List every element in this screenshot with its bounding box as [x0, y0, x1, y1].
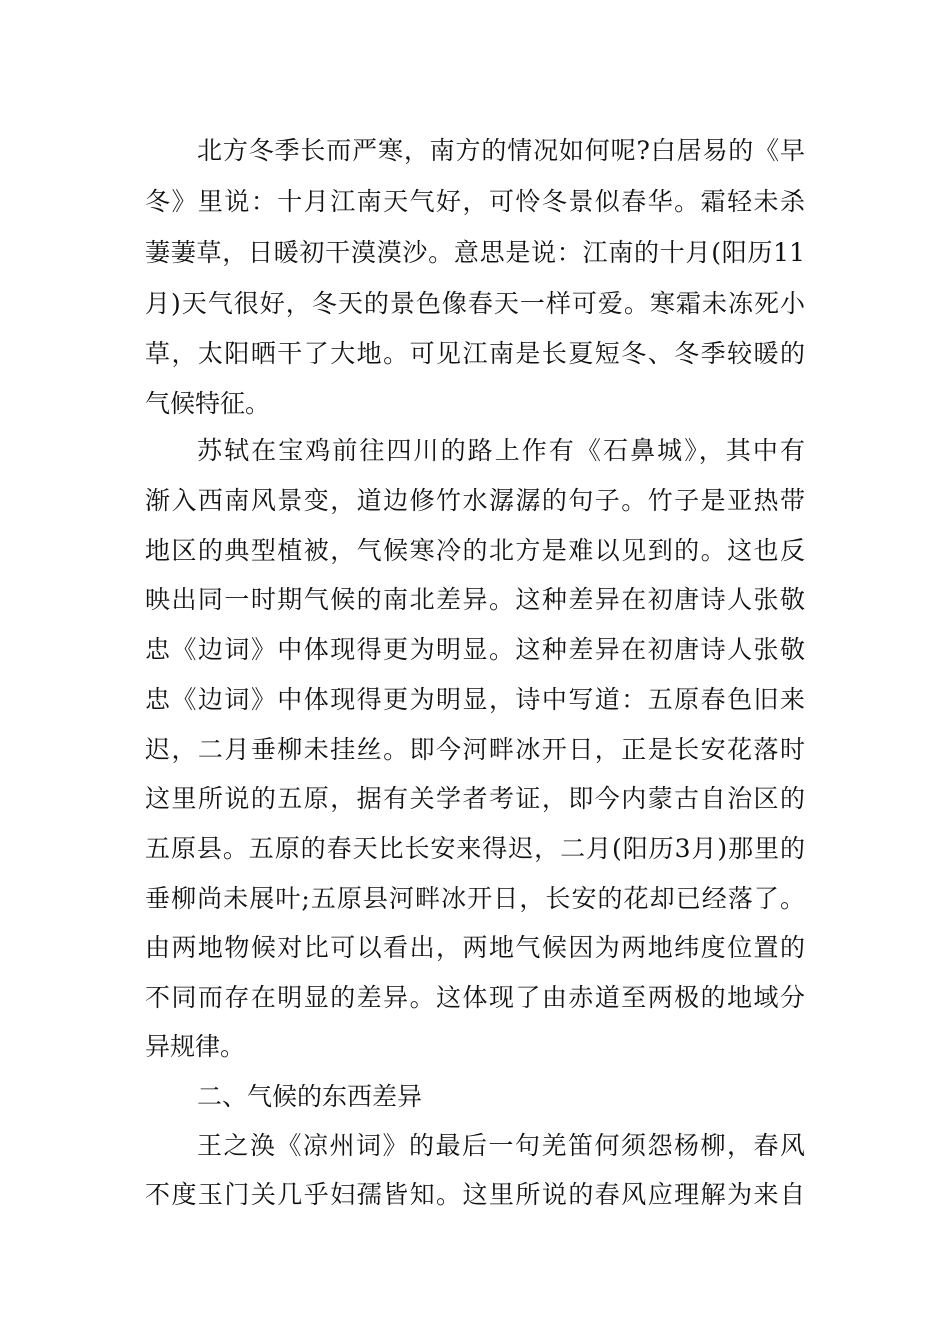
paragraph-2-line-4: 映出同一时期气候的南北差异。这种差异在初唐诗人张敬: [145, 585, 805, 614]
paragraph-2-line-11: 由两地物候对比可以看出，两地气候因为两地纬度位置的: [145, 933, 805, 962]
paragraph-2-line-2: 渐入西南风景变，道边修竹水潺潺的句子。竹子是亚热带: [145, 486, 805, 515]
paragraph-2-line-6: 忠《边词》中体现得更为明显，诗中写道：五原春色旧来: [145, 685, 805, 714]
paragraph-2-line-5: 忠《边词》中体现得更为明显。这种差异在初唐诗人张敬: [145, 635, 805, 664]
section-heading: 二、气候的东西差异: [197, 1082, 423, 1111]
paragraph-1-line-3: 萋萋草，日暖初干漠漠沙。意思是说：江南的十月(阳历11: [145, 238, 805, 267]
paragraph-3-line-2: 不度玉门关几乎妇孺皆知。这里所说的春风应理解为来自: [145, 1180, 805, 1209]
paragraph-1-line-4: 月)天气很好，冬天的景色像春天一样可爱。寒霜未冻死小: [145, 289, 805, 318]
paragraph-2-line-7: 迟，二月垂柳未挂丝。即今河畔冰开日，正是长安花落时: [145, 735, 805, 764]
paragraph-1-line-2: 冬》里说：十月江南天气好，可怜冬景似春华。霜轻未杀: [145, 187, 805, 216]
paragraph-2-line-10: 垂柳尚未展叶;五原县河畔冰开日，长安的花却已经落了。: [145, 884, 805, 913]
paragraph-2-line-9: 五原县。五原的春天比长安来得迟，二月(阳历3月)那里的: [145, 834, 805, 863]
paragraph-3-line-1: 王之涣《凉州词》的最后一句羌笛何须怨杨柳，春风: [197, 1131, 805, 1160]
paragraph-2-line-13: 异规律。: [145, 1032, 246, 1061]
paragraph-2-line-3: 地区的典型植被，气候寒冷的北方是难以见到的。这也反: [145, 536, 805, 565]
paragraph-1-line-6: 气候特征。: [145, 389, 271, 418]
paragraph-2-line-12: 不同而存在明显的差异。这体现了由赤道至两极的地域分: [145, 983, 805, 1012]
paragraph-1-line-1: 北方冬季长而严寒，南方的情况如何呢?白居易的《早: [197, 136, 805, 165]
paragraph-2-line-8: 这里所说的五原，据有关学者考证，即今内蒙古自治区的: [145, 784, 805, 813]
paragraph-1-line-5: 草，太阳晒干了大地。可见江南是长夏短冬、冬季较暖的: [145, 339, 805, 368]
paragraph-2-line-1: 苏轼在宝鸡前往四川的路上作有《石鼻城》，其中有: [197, 436, 805, 465]
